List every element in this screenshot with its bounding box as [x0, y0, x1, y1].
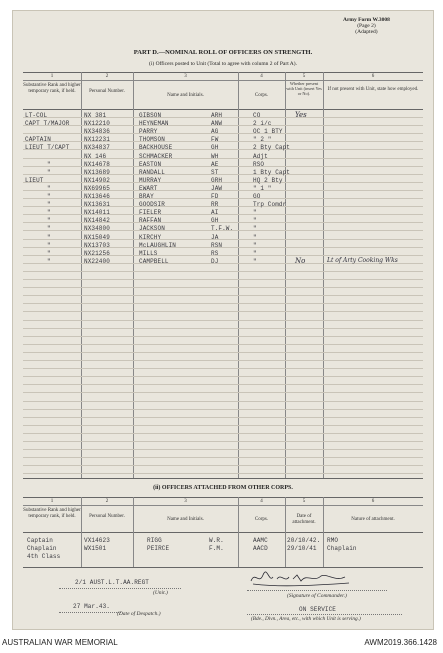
col-number-3: 3	[184, 74, 187, 79]
personal-number-cell: NX21256	[84, 249, 110, 257]
name-cell: PARRY	[139, 128, 158, 136]
rank-cell: "	[47, 193, 51, 200]
ii-col-number-4: 4	[260, 499, 263, 504]
personal-number-cell: NX34837	[84, 144, 110, 152]
ruled-line	[23, 295, 423, 296]
ruled-line	[23, 465, 423, 466]
rank-cell: "	[47, 160, 51, 168]
corps-cell: CO	[253, 112, 261, 119]
date-cell: 20/10/42.	[287, 537, 321, 544]
ii-col-header-name: Name and Initials.	[167, 517, 204, 522]
ruled-line	[23, 125, 423, 126]
rank-cell: "	[47, 201, 51, 209]
initials-cell: AI	[211, 209, 219, 217]
rank-cell: LT-COL	[25, 112, 48, 119]
form-title-line3: (Adapted)	[355, 29, 378, 35]
ruled-line	[23, 214, 423, 215]
ruled-line	[23, 352, 423, 353]
name-cell: THOMSON	[139, 136, 165, 144]
form-title-line2: (Page 2)	[357, 23, 376, 29]
despatch-label: (Date of Despatch.)	[117, 611, 161, 617]
service-label: ON SERVICE	[299, 606, 337, 613]
personal-number-cell: NX 146	[84, 152, 107, 160]
ii-col-header-corps: Corps.	[254, 517, 269, 522]
corps-cell: AAMC	[253, 537, 268, 544]
initials-cell: AG	[211, 128, 219, 136]
corps-cell: 2 i/c	[253, 120, 272, 128]
nature-cell: Chaplain	[327, 545, 357, 552]
bde-label: (Bde., Divn., Area, etc., with which Unit is serving.)	[251, 616, 361, 622]
ruled-line	[23, 417, 423, 418]
ruled-line	[23, 174, 423, 175]
ruled-line	[23, 166, 423, 167]
unit-label: (Unit.)	[153, 590, 168, 596]
name-cell: MILLS	[139, 249, 158, 257]
initials-cell: FW	[211, 136, 219, 144]
initials-cell: ANW	[211, 120, 223, 128]
name-cell: FIELER	[139, 209, 162, 217]
ruled-line	[23, 433, 423, 434]
personal-number-cell: NX69965	[84, 184, 110, 192]
ruled-line	[23, 320, 423, 321]
ruled-line	[23, 239, 423, 240]
initials-cell: RS	[211, 249, 219, 257]
personal-number-cell: NX15049	[84, 233, 110, 241]
ii-col-number-3: 3	[184, 499, 187, 504]
rank-cell: "	[47, 184, 51, 192]
corps-cell: AACD	[253, 545, 268, 552]
ruled-line	[23, 368, 423, 369]
ii-col-header-rank: Substantive Rank and higher temporary rank, if held.	[23, 508, 81, 519]
nature-cell: RMO	[327, 537, 339, 544]
ii-col-header-number: Personal Number.	[89, 514, 125, 519]
ruled-line	[23, 457, 423, 458]
ruled-line	[23, 449, 423, 450]
personal-number-cell: NX13703	[84, 241, 110, 249]
ruled-line	[23, 287, 423, 288]
name-cell: EASTON	[139, 160, 162, 168]
employed-cell: Lt of Arty Cooking Wks	[327, 256, 398, 264]
personal-number-cell: NX34836	[84, 128, 110, 136]
col-header-corps: Corps.	[254, 93, 269, 98]
initials-cell: GH	[211, 144, 219, 152]
part-d-subtitle: (i) Officers posted to Unit (Total to agree with column 2 of Part A).	[149, 61, 297, 67]
ruled-line	[23, 279, 423, 280]
rank-cell: "	[47, 225, 51, 233]
personal-number-cell: VX14623	[84, 537, 110, 544]
signature-label: (Signature of Commander.)	[287, 593, 347, 599]
ii-col-number-6: 6	[371, 499, 375, 504]
col-header-rank: Substantive Rank and higher temporary rank, if held.	[23, 83, 81, 94]
name-cell: JACKSON	[139, 225, 165, 233]
present-cell: No	[295, 256, 306, 265]
col-header-employed: If not present with Unit, state how employed.	[327, 87, 419, 92]
corps-cell: " 2 "	[253, 136, 272, 144]
caption-right: AWM2019.366.1428	[364, 638, 437, 647]
ruled-line	[23, 336, 423, 337]
corps-cell: OC 1 BTY	[253, 128, 283, 136]
form-title-line1: Army Form W.3008	[343, 17, 390, 23]
name-cell: McLAUGHLIN	[139, 241, 177, 249]
rank-cell: LIEUT T/CAPT	[25, 144, 70, 152]
ruled-line	[23, 117, 423, 118]
ruled-line	[23, 392, 423, 393]
corps-cell: "	[253, 209, 257, 217]
corps-cell: "	[253, 249, 257, 257]
name-cell: BRAY	[139, 193, 154, 200]
initials-cell: RR	[211, 201, 219, 209]
rank-cell: "	[47, 168, 51, 176]
ruled-line	[23, 149, 423, 150]
part-d-title: PART D.—NOMINAL ROLL OF OFFICERS ON STRENGTH.	[133, 49, 313, 56]
ruled-line	[23, 141, 423, 142]
corps-cell: RSO	[253, 160, 265, 168]
personal-number-cell: NX13646	[84, 193, 110, 200]
ii-col-number-5: 5	[302, 499, 306, 504]
name-cell: KIRCHY	[139, 233, 162, 241]
name-cell: RIGG	[147, 537, 162, 544]
ruled-line	[23, 384, 423, 385]
initials-cell: F.M.	[209, 545, 224, 552]
name-cell: EWART	[139, 184, 158, 192]
corps-cell: "	[253, 217, 257, 225]
ruled-line	[23, 222, 423, 223]
initials-cell: T.F.W.	[211, 225, 234, 233]
ruled-line	[23, 255, 423, 256]
ruled-line	[23, 182, 423, 183]
rank-cell: 4th Class	[27, 553, 61, 560]
ii-col-header-date: Date of attachment.	[292, 514, 316, 525]
col-number-4: 4	[260, 74, 263, 79]
ii-col-header-nature: Nature of attachment.	[351, 517, 395, 522]
name-cell: SCHMACKER	[139, 152, 173, 160]
rank-cell: CAPTAIN	[25, 136, 51, 144]
present-cell: Yes	[295, 111, 307, 119]
rank-cell: "	[47, 233, 51, 241]
personal-number-cell: NX34800	[84, 225, 110, 233]
form-number	[343, 17, 390, 35]
col-number-5: 5	[302, 74, 306, 79]
corps-cell: 2 Bty Capt	[253, 144, 291, 152]
corps-cell: "	[253, 257, 257, 265]
name-cell: HEYNEMAN	[139, 120, 169, 128]
rank-cell: Chaplain	[27, 545, 57, 552]
ruled-line	[23, 206, 423, 207]
ruled-line	[23, 360, 423, 361]
initials-cell: FD	[211, 193, 219, 200]
caption-left: AUSTRALIAN WAR MEMORIAL	[2, 638, 118, 647]
col-number-2: 2	[105, 74, 109, 79]
personal-number-cell: NX14011	[84, 209, 110, 217]
ruled-line	[23, 198, 423, 199]
ruled-line	[23, 425, 423, 426]
ruled-line	[23, 473, 423, 474]
col-header-number: Personal Number.	[89, 89, 125, 94]
corps-cell: Adjt	[253, 152, 268, 160]
commander-signature	[247, 567, 357, 589]
document-page	[12, 10, 434, 630]
date-cell: 29/10/41	[287, 545, 317, 552]
initials-cell: ST	[211, 168, 219, 176]
initials-cell: W.R.	[209, 537, 224, 544]
personal-number-cell: NX 381	[84, 112, 107, 119]
corps-cell: Trp Comdr	[253, 201, 287, 209]
initials-cell: GH	[211, 217, 219, 225]
col-number-1: 1	[50, 74, 54, 79]
rank-cell: "	[47, 241, 51, 249]
name-cell: BACKHOUSE	[139, 144, 173, 152]
rank-cell: CAPT T/MAJOR	[25, 120, 70, 128]
ii-col-number-1: 1	[50, 499, 54, 504]
rank-cell: LIEUT	[25, 176, 44, 184]
section-ii-title: (ii) OFFICERS ATTACHED FROM OTHER CORPS.	[153, 485, 293, 491]
initials-cell: RSN	[211, 241, 223, 249]
ruled-line	[23, 401, 423, 402]
ruled-line	[23, 303, 423, 304]
name-cell: GIBSON	[139, 112, 162, 119]
initials-cell: WH	[211, 152, 219, 160]
col-header-present: Whether present with Unit (insert Yes or No).	[286, 81, 322, 96]
unit-value: 2/1 AUST.L.T.AA.REGT	[75, 579, 150, 586]
personal-number-cell: NX12231	[84, 136, 110, 144]
name-cell: GOODSIR	[139, 201, 165, 209]
initials-cell: JA	[211, 233, 219, 241]
name-cell: MURRAY	[139, 176, 162, 184]
rank-cell: Captain	[27, 537, 53, 544]
corps-cell: GO	[253, 193, 261, 200]
ruled-line	[23, 409, 423, 410]
corps-cell: "	[253, 225, 257, 233]
name-cell: RANDALL	[139, 168, 165, 176]
rank-cell: "	[47, 249, 51, 257]
initials-cell: AE	[211, 160, 219, 168]
initials-cell: ARH	[211, 112, 223, 119]
initials-cell: JAW	[211, 184, 223, 192]
corps-cell: HQ 2 Bty	[253, 176, 283, 184]
personal-number-cell: NX22400	[84, 257, 110, 265]
corps-cell: " 1 "	[253, 184, 272, 192]
col-number-6: 6	[371, 74, 375, 79]
ruled-line	[23, 328, 423, 329]
ruled-line	[23, 247, 423, 248]
rank-cell: "	[47, 257, 51, 265]
ruled-line	[23, 133, 423, 134]
rank-cell: "	[47, 209, 51, 217]
ruled-line	[23, 190, 423, 191]
ruled-line	[23, 158, 423, 159]
personal-number-cell: NX12210	[84, 120, 110, 128]
ruled-line	[23, 271, 423, 272]
personal-number-cell: NX14678	[84, 160, 110, 168]
ruled-line	[23, 376, 423, 377]
corps-cell: 1 Bty Capt	[253, 168, 291, 176]
corps-cell: "	[253, 233, 257, 241]
corps-cell: "	[253, 241, 257, 249]
personal-number-cell: NX13631	[84, 201, 110, 209]
ii-col-number-2: 2	[105, 499, 109, 504]
name-cell: PEIRCE	[147, 545, 170, 552]
rank-cell: "	[47, 217, 51, 225]
name-cell: CAMPBELL	[139, 257, 169, 265]
initials-cell: DJ	[211, 257, 219, 265]
ruled-line	[23, 311, 423, 312]
caption-bar	[0, 634, 443, 653]
col-header-name: Name and Initials.	[167, 93, 204, 98]
personal-number-cell: NX14902	[84, 176, 110, 184]
name-cell: RAFFAN	[139, 217, 162, 225]
personal-number-cell: NX14842	[84, 217, 110, 225]
ruled-line	[23, 441, 423, 442]
personal-number-cell: NX13689	[84, 168, 110, 176]
personal-number-cell: WX1501	[84, 545, 107, 552]
despatch-value: 27 Mar.43.	[73, 603, 111, 610]
ruled-line	[23, 344, 423, 345]
initials-cell: GRH	[211, 176, 223, 184]
